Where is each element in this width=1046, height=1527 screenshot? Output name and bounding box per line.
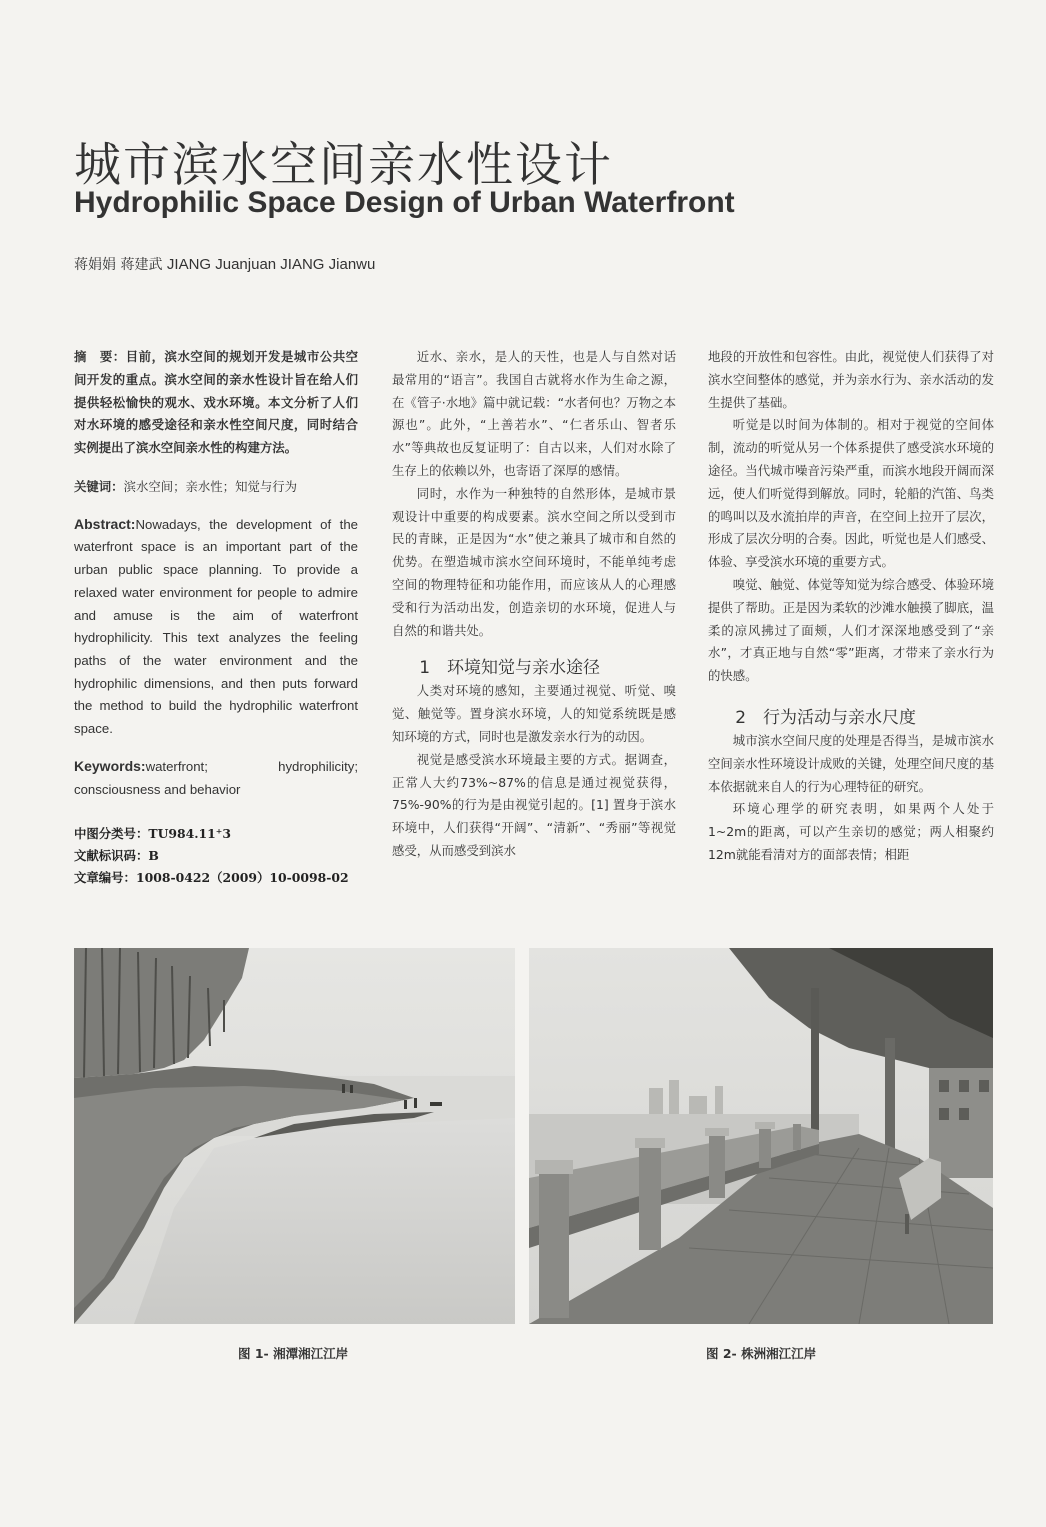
- abstract-label-cn: 摘 要：: [74, 349, 126, 364]
- paragraph: 环境心理学的研究表明，如果两个人处于1~2m的距离，可以产生亲切的感觉；两人相聚约12m就能看清对方的面部表情；相距: [708, 801, 994, 862]
- figure-1-photo: [74, 948, 515, 1324]
- abstract-cn: [74, 346, 358, 460]
- promenade-image: [529, 948, 993, 1324]
- clc-number: 中图分类号：TU984.11⁺3: [74, 826, 231, 842]
- title-english: Hydrophilic Space Design of Urban Waterfront: [74, 186, 735, 219]
- article-number: 文章编号：1008-0422（2009）10-0098-02: [74, 870, 349, 886]
- abstract-label-en: Abstract:: [74, 515, 136, 532]
- section-2-heading: 2 行为活动与亲水尺度: [735, 707, 917, 728]
- figure-1-caption: 图 1- 湘潭湘江江岸: [238, 1346, 349, 1361]
- abstract-text-en: Nowadays, the development of the waterfront space is an important part of the urban public space planning. To provide a relaxed water environment for people to admire and amuse is the aim of waterfront hydrophilicity. This text analyzes the feeling paths of the water environment and the hydrophilic dimensions, and then puts forward the method to build the hydrophilic waterfront space.: [74, 516, 358, 737]
- body-column-2: [392, 346, 676, 863]
- keywords-cn: [74, 476, 358, 499]
- figure-2-photo: [529, 948, 993, 1324]
- keywords-text-en: waterfront; hydrophilicity; consciousness and behavior: [74, 758, 358, 797]
- riverbank-image: [74, 948, 515, 1324]
- paragraph: 人类对环境的感知，主要通过视觉、听觉、嗅觉、触觉等。置身滨水环境，人的知觉系统既是感知环境的方式，同时也是激发亲水行为的动因。: [392, 683, 676, 744]
- paragraph: 城市滨水空间尺度的处理是否得当，是城市滨水空间亲水性环境设计成败的关键，处理空间尺度的基本依据就来自人的行为心理特征的研究。: [708, 732, 994, 794]
- article-meta: [74, 823, 358, 889]
- figure-2-caption: 图 2- 株洲湘江江岸: [706, 1346, 817, 1361]
- title-chinese: 城市滨水空间亲水性设计: [74, 138, 613, 193]
- authors-english: JIANG Juanjuan JIANG Jianwu: [166, 256, 376, 273]
- authors: [74, 254, 375, 274]
- abstract-column: [74, 346, 358, 889]
- abstract-text-cn: 目前，滨水空间的规划开发是城市公共空间开发的重点。滨水空间的亲水性设计旨在给人们提供轻松愉快的观水、戏水环境。本文分析了人们对水环境的感受途径和亲水性空间尺度，同时结合实例提出了滨水空间亲水性的构建方法。: [74, 349, 359, 456]
- body-column-3: [708, 346, 994, 867]
- paragraph: 近水、亲水，是人的天性，也是人与自然对话最常用的“语言”。我国自古就将水作为生命之源，在《管子·水地》篇中就记载：“水者何也？万物之本源也”。此外，“上善若水”、“仁者乐山、智者乐水”等典故也反复证明了：自古以来，人们对水除了生存上的依赖以外，也寄语了深厚的感情。: [392, 349, 676, 478]
- paragraph: 听觉是以时间为体制的。相对于视觉的空间体制，流动的听觉从另一个体系提供了感受滨水环境的途径。当代城市噪音污染严重，而滨水地段开阔而深远，使人们听觉得到解放。同时，轮船的汽笛、鸟类的鸣叫以及水流拍岸的声音，在空间上拉开了层次，形成了层次分明的合奏。因此，听觉也是人们感受、体验、享受滨水环境的重要方式。: [708, 417, 994, 570]
- paragraph: 同时，水作为一种独特的自然形体，是城市景观设计中重要的构成要素。滨水空间之所以受到市民的青睐，正是因为“水”使之兼具了城市和自然的优势。在塑造城市滨水空间环境时，不能单纯考虑空间的物理特征和功能作用，而应该从人的心理感受和行为活动出发，创造亲切的水环境，促进人与自然的和谐共处。: [392, 485, 676, 638]
- keywords-label-cn: 关键词：: [74, 478, 124, 494]
- keywords-label-en: Keywords:: [74, 757, 146, 774]
- paragraph: 嗅觉、触觉、体觉等知觉为综合感受、体验环境提供了帮助。正是因为柔软的沙滩水触摸了脚底，温柔的凉风拂过了面颊，人们才深深地感受到了“亲水”，才真正地与自然“零”距离，才带来了亲水行为的快感。: [708, 576, 994, 684]
- section-1-heading: 1 环境知觉与亲水途径: [419, 658, 601, 679]
- paragraph: 视觉是感受滨水环境最主要的方式。据调查，正常人大约73%~87%的信息是通过视觉获得，75%-90%的行为是由视觉引起的。[1] 置身于滨水环境中，人们获得“开阔”、“清新”、“秀丽”等视觉感受，从而感受到滨水: [392, 751, 676, 858]
- keywords-en: [74, 755, 358, 801]
- paragraph: 地段的开放性和包容性。由此，视觉使人们获得了对滨水空间整体的感觉，并为亲水行为、亲水活动的发生提供了基础。: [708, 349, 994, 410]
- document-code: 文献标识码：B: [74, 848, 159, 864]
- authors-chinese: 蒋娟娟 蒋建武: [74, 257, 163, 273]
- abstract-en: [74, 513, 358, 741]
- keywords-text-cn: 滨水空间；亲水性；知觉与行为: [123, 478, 298, 494]
